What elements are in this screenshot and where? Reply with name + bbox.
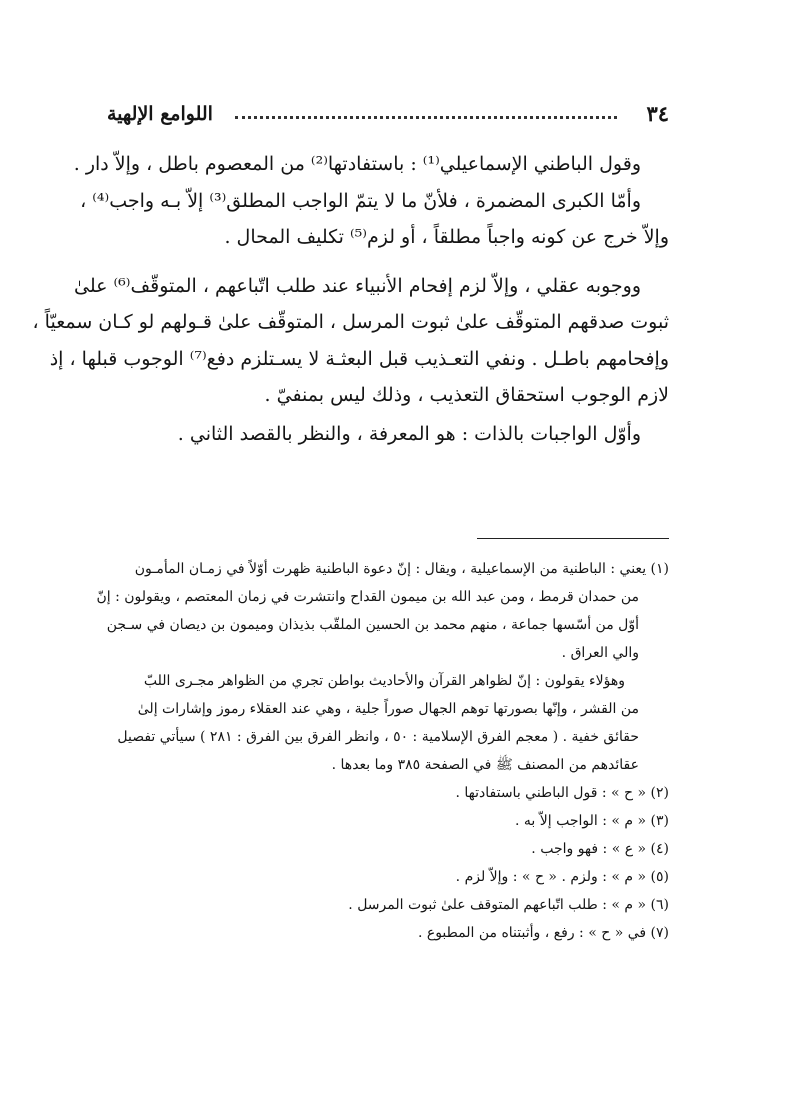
text-line: وأوّل الواجبات بالذات : هو المعرفة ، والنظر بالقصد الثاني . — [177, 422, 641, 445]
footnote-line: حقائق خفية . ( معجم الفرق الإسلامية : ٥٠ ، وانظر الفرق بين الفرق : ٢٨١ ) سيأتي تفصيل — [117, 729, 639, 745]
main-text — [32, 146, 669, 452]
footnote-line: (١) يعني : الباطنية من الإسماعيلية ، ويقال : إنّ دعوة الباطنية ظهرت أوّلاً في زمـان المأمـون — [134, 561, 669, 577]
footnote-line: والي العراق . — [561, 645, 639, 661]
footnote-separator — [477, 538, 669, 539]
footnote-line: من القشر ، وإنّها بصورتها توهم الجهال صوراً جلية ، وهي عند العقلاء رموز وإشارات إلىٰ — [137, 701, 639, 717]
text-line: ووجوبه عقلي ، وإلاّ لزم إفحام الأنبياء عند طلب اتّباعهم ، المتوقّف⁽⁶⁾ علىٰ — [73, 274, 641, 297]
header-dot-leader — [235, 110, 617, 119]
footnote-line: (٤) « ع » : فهو واجب . — [531, 841, 669, 857]
page-number: ٣٤ — [646, 101, 669, 126]
text-line: وإفحامهم باطـل . ونفي التعـذيب قبل البعثـة لا يسـتلزم دفع⁽⁷⁾ الوجوب قبلها ، إذ — [49, 347, 669, 370]
footnote-line: (٣) « م » : الواجب إلاّ به . — [515, 813, 669, 829]
footnote-line: (٢) « ح » : قول الباطني باستفادتها . — [455, 785, 669, 801]
text-line: وقول الباطني الإسماعيلي⁽¹⁾ : باستفادتها⁽²⁾ من المعصوم باطل ، وإلاّ دار . — [73, 153, 641, 175]
footnote-line: أوّل من أسّسها جماعة ، منهم محمد بن الحسين الملقّب بذيذان وميمون بن ديصان في سـجن — [106, 617, 639, 633]
text-line: وإلاّ خرج عن كونه واجباً مطلقاً ، أو لزم⁽⁵⁾ تكليف المحال . — [224, 226, 669, 248]
page-header — [107, 96, 669, 136]
footnote-line: من حمدان قرمط ، ومن عبد الله بن ميمون القداح وانتشرت في زمان المعتصم ، ويقولون : إنّ — [96, 589, 639, 605]
text-line: وأمّا الكبرى المضمرة ، فلأنّ ما لا يتمّ الواجب المطلق⁽³⁾ إلاّ بـه واجب⁽⁴⁾ ، — [80, 189, 641, 212]
text-line: لازم الوجوب استحقاق التعذيب ، وذلك ليس بمنفيّ . — [264, 384, 669, 406]
footnote-line: (٦) « م » : طلب اتّباعهم المتوقف علىٰ ثبوت المرسل . — [348, 897, 669, 913]
footnotes — [96, 555, 669, 947]
footnote-line: (٥) « م » : ولزم . « ح » : وإلاّ لزم . — [455, 869, 669, 885]
footnote-line: عقائدهم من المصنف ﷺ في الصفحة ٣٨٥ وما بعدها . — [331, 757, 639, 773]
text-line: ثبوت صدقهم المتوقّف علىٰ ثبوت المرسل ، المتوقّف علىٰ قـولهم لو كـان سمعيّاً ، — [32, 311, 669, 333]
running-title: اللوامع الإلهية — [107, 103, 213, 125]
footnote-line: (٧) في « ح » : رفع ، وأثبتناه من المطبوع . — [417, 925, 669, 941]
footnote-line: وهؤلاء يقولون : إنّ لظواهر القرآن والأحاديث بواطن تجري من الظواهر مجـرى اللبّ — [143, 673, 625, 689]
